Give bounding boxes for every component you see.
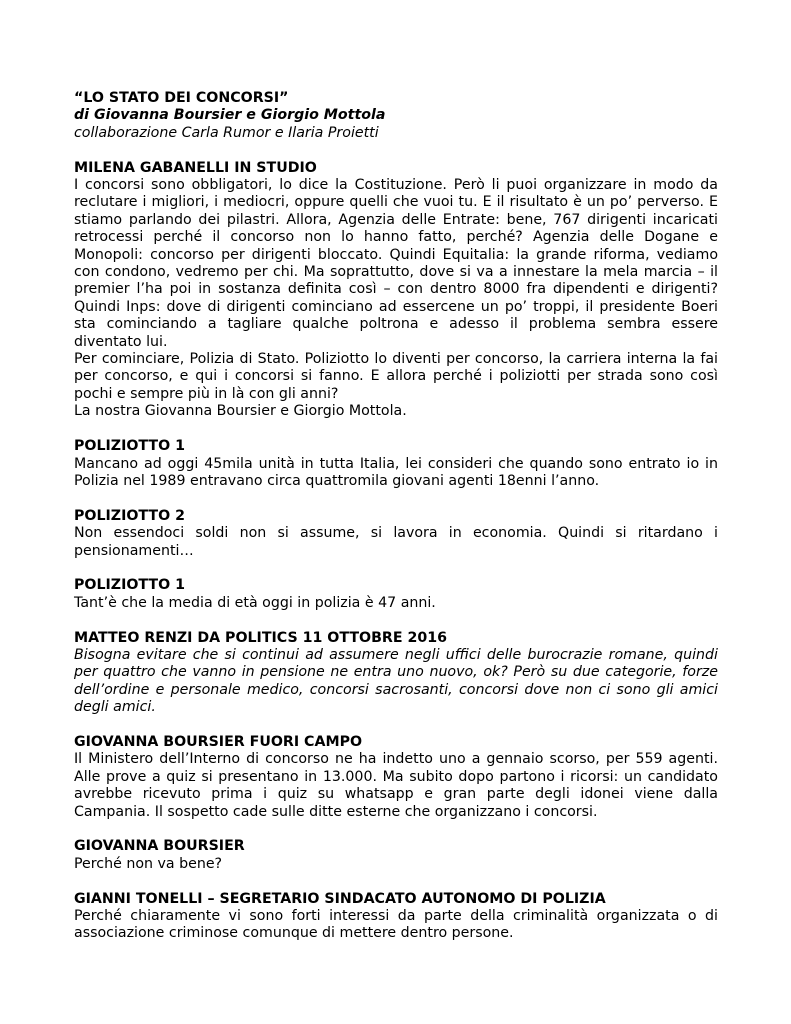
paragraph xyxy=(74,751,718,821)
text-line: Perché non va bene? xyxy=(74,855,223,872)
paragraph xyxy=(74,595,718,612)
text-line: Polizia nel 1989 entravano circa quattromila giovani agenti 18enni l’anno. xyxy=(74,472,600,489)
section-gap xyxy=(74,421,718,438)
document-title: “LO STATO DEI CONCORSI” xyxy=(74,90,289,106)
text-line: Il Ministero dell’Interno di concorso ne ha indetto uno a gennaio scorso, per 559 agenti. xyxy=(74,751,718,768)
text-line: degli amici. xyxy=(74,699,156,716)
text-line: Per cominciare, Polizia di Stato. Poliziotto lo diventi per concorso, la carriera interna la fai xyxy=(74,351,718,368)
text-line: Mancano ad oggi 45mila unità in tutta Italia, lei consideri che quando sono entrato io in xyxy=(74,455,718,472)
text-line: Quindi Inps: dove di dirigenti cominciano ad essercene un po’ troppi, il presidente Boeri xyxy=(74,298,718,315)
speaker-heading: GIANNI TONELLI – SEGRETARIO SINDACATO AUTONOMO DI POLIZIA xyxy=(74,890,606,907)
section-gap xyxy=(74,612,718,629)
text-line: avrebbe ricevuto prima i quiz su whatsapp e gran parte degli idonei viene dalla xyxy=(74,786,718,803)
paragraph xyxy=(74,908,718,943)
document-authors: di Giovanna Boursier e Giorgio Mottola xyxy=(74,107,386,124)
text-line: pochi e sempre più in là con gli anni? xyxy=(74,385,339,402)
text-line: sta cominciando a tagliare qualche poltrona e adesso il problema sembra essere xyxy=(74,316,718,333)
paragraph xyxy=(74,351,718,403)
text-line: con condono, vedremo per chi. Ma soprattutto, dove si va a innestare la mela marcia – il xyxy=(74,264,718,281)
speaker-heading: POLIZIOTTO 1 xyxy=(74,577,185,594)
document-collaboration: collaborazione Carla Rumor e Ilaria Proietti xyxy=(74,124,379,141)
section-gap xyxy=(74,821,718,838)
text-line: Tant’è che la media di età oggi in polizia è 47 anni. xyxy=(74,594,436,611)
speaker-heading: GIOVANNA BOURSIER xyxy=(74,838,245,855)
section-gap xyxy=(74,717,718,734)
paragraph xyxy=(74,403,718,420)
text-line: Perché chiaramente vi sono forti interessi da parte della criminalità organizzata o di xyxy=(74,907,718,924)
text-line: per quattro che vanno in pensione ne entra uno nuovo, ok? Però su due categorie, forze xyxy=(74,664,718,681)
text-line: premier l’ha poi in sostanza definita così – con dentro 8000 fra dipendenti e dirigenti? xyxy=(74,281,718,298)
text-line: Alle prove a quiz si presentano in 13.000. Ma subito dopo partono i ricorsi: un candidato xyxy=(74,768,718,785)
text-line: Non essendoci soldi non si assume, si lavora in economia. Quindi si ritardano i xyxy=(74,525,718,542)
transcript-body xyxy=(74,142,718,943)
text-line: Bisogna evitare che si continui ad assumere negli uffici delle burocrazie romane, quindi xyxy=(74,646,718,663)
speaker-heading: POLIZIOTTO 1 xyxy=(74,438,185,455)
section-gap xyxy=(74,142,718,159)
document-page xyxy=(74,90,718,943)
text-line: diventato lui. xyxy=(74,333,168,350)
text-line: La nostra Giovanna Boursier e Giorgio Mottola. xyxy=(74,403,407,420)
paragraph xyxy=(74,177,718,351)
text-line: pensionamenti… xyxy=(74,542,194,559)
speaker-heading: MILENA GABANELLI IN STUDIO xyxy=(74,159,317,176)
text-line: retrocessi perché il concorso non lo hanno fatto, perché? Agenzia delle Dogane e xyxy=(74,229,718,246)
paragraph xyxy=(74,525,718,560)
speaker-heading: MATTEO RENZI DA POLITICS 11 OTTOBRE 2016 xyxy=(74,629,447,646)
section-gap xyxy=(74,560,718,577)
section-gap xyxy=(74,873,718,890)
text-line: reclutare i migliori, i mediocri, oppure quelli che vuoi tu. E il risultato è un po’ perverso. E xyxy=(74,194,718,211)
text-line: I concorsi sono obbligatori, lo dice la Costituzione. Però li puoi organizzare in modo da xyxy=(74,177,718,194)
speaker-heading: GIOVANNA BOURSIER FUORI CAMPO xyxy=(74,733,363,750)
paragraph xyxy=(74,456,718,491)
text-line: Campania. Il sospetto cade sulle ditte esterne che organizzano i concorsi. xyxy=(74,803,598,820)
text-line: Monopoli: concorso per dirigenti bloccato. Quindi Equitalia: la grande riforma, vediamo xyxy=(74,246,718,263)
text-line: per concorso, e qui i concorsi si fanno. E allora perché i poliziotti per strada sono così xyxy=(74,368,718,385)
text-line: associazione criminose comunque di mettere dentro persone. xyxy=(74,925,514,942)
paragraph xyxy=(74,647,718,717)
section-gap xyxy=(74,490,718,507)
speaker-heading: POLIZIOTTO 2 xyxy=(74,507,185,524)
paragraph xyxy=(74,856,718,873)
text-line: dell’ordine e personale medico, concorsi sacrosanti, concorsi dove non ci sono gli amici xyxy=(74,681,718,698)
text-line: stiamo parlando dei pilastri. Allora, Agenzia delle Entrate: bene, 767 dirigenti incaricati xyxy=(74,211,718,228)
